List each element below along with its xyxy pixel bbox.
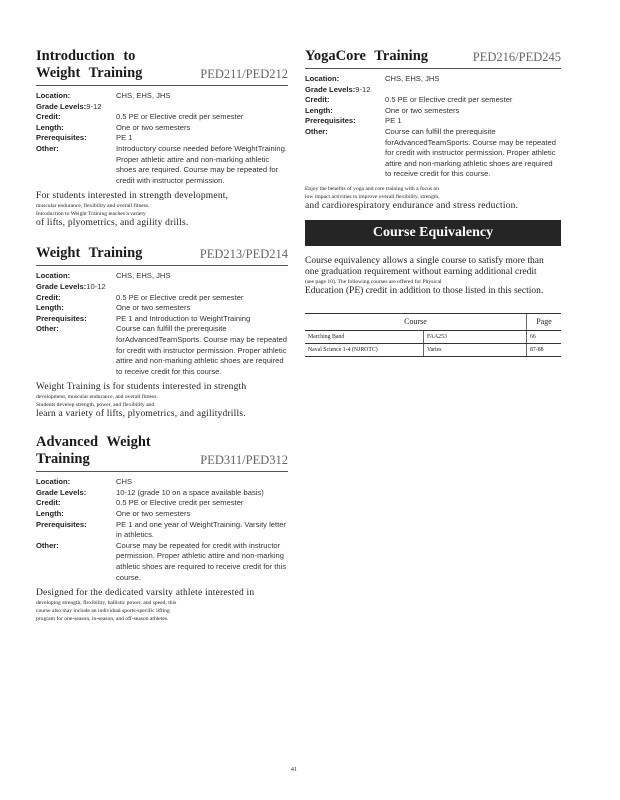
description-line: Introduction to Weight Training teaches a variety [36,211,146,218]
info-value: CHS [116,477,133,487]
cell-page: 87-88 [527,343,562,356]
info-label: Other: [305,126,328,136]
description-line: of lifts, plyometrics, and agility drills. [36,218,189,229]
info-label: Prerequisites: [36,313,87,323]
course-block [305,48,561,212]
course-equivalency-table [305,313,561,357]
table-header-row [305,313,561,330]
right-courses [305,48,561,212]
info-label: Length: [305,105,333,115]
info-label: Location: [36,271,71,281]
info-value: 9-12 [86,101,102,111]
info-label: Prerequisites: [305,116,356,126]
cell-course: Marching Band [305,330,424,343]
info-label: Grade Levels: [36,487,87,497]
info-row-location [305,74,561,85]
page-number: 41 [290,766,298,773]
description-line: and cardiorespiratory endurance and stress reduction. [305,200,519,211]
header-course: Course [305,313,527,330]
course-description [36,382,288,420]
equivalency-text-line: Course equivalency allows a single course to satisfy more than [305,255,544,266]
info-row-credit [36,293,288,304]
equivalency-text-line: one graduation requirement without earning additional credit [305,266,537,277]
info-row-credit [36,112,288,123]
header-page: Page [527,313,562,330]
info-value: One or two semesters [385,105,460,115]
info-row-prerequisites [305,116,561,127]
course-title: Introduction to Weight Training [36,48,143,81]
course-code: PED211/PED212 [200,67,288,81]
cell-code: Varies [424,343,527,356]
info-value: 0.5 PE or Elective credit per semester [385,95,513,105]
info-value: PE 1 and one year of WeightTraining. Varsity letter in athletics. [116,519,286,540]
info-row-grade-levels [36,282,288,293]
cell-page: 66 [527,330,562,343]
course-code: PED311/PED312 [200,453,288,468]
info-label: Prerequisites: [36,519,87,529]
description-line: Enjoy the benefits of yoga and core training with a focus on [305,185,440,192]
course-equivalency-heading: Course Equivalency [305,220,561,246]
info-value: 0.5 PE or Elective credit per semester [116,292,244,302]
course-code: PED216/PED245 [472,50,561,64]
left-column [36,48,288,623]
course-title: YogaCore Training [305,48,429,64]
info-row-grade-levels [36,102,288,113]
info-row-location [36,271,288,282]
info-label: Credit: [305,95,330,105]
info-label: Prerequisites: [36,133,87,143]
course-header [36,245,288,266]
info-row-length [36,303,288,314]
cell-code: FAA253 [424,330,527,343]
course-block [36,48,288,229]
info-label: Grade Levels: [36,281,87,291]
right-column [305,48,561,357]
course-title: Weight Training [36,245,143,262]
cell-course: Naval Science 1-4 (NJROTC) [305,343,424,356]
description-line: Students develop strength, power, and flexibility and [36,402,155,409]
info-value: CHS, EHS, JHS [385,74,440,83]
info-value: PE 1 [385,116,402,126]
info-row-location [36,91,288,102]
info-label: Grade Levels: [305,84,356,94]
course-info [36,477,288,583]
course-info [36,91,288,186]
table-row [305,330,561,343]
course-block [36,434,288,623]
info-row-credit [36,498,288,509]
info-row-grade-levels [305,85,561,96]
info-row-length [36,509,288,520]
info-label: Credit: [36,292,61,302]
info-label: Other: [36,324,59,334]
info-row-prerequisites [36,133,288,144]
course-header [305,48,561,69]
info-label: Credit: [36,498,61,508]
info-value: Course may be repeated for credit with instructor permission. Proper athletic attire and non-marking athletic shoes are required to receive credit for this course. [116,540,287,582]
info-value: One or two semesters [116,303,191,313]
description-line: muscular endurance, flexibility and overall fitness. [36,203,150,210]
description-line: For students interested in strength development, [36,191,229,202]
description-line: development, muscular endurance, and overall fitness. [36,394,158,401]
info-value: CHS, EHS, JHS [116,271,171,281]
info-row-length [36,123,288,134]
info-value: 0.5 PE or Elective credit per semester [116,112,244,122]
info-value: 10-12 (grade 10 on a space available basis) [116,487,264,497]
equivalency-text-line: Education (PE) credit in addition to those listed in this section. [305,285,544,296]
info-label: Length: [36,509,64,519]
info-row-other [36,324,288,377]
info-value: Course can fulfill the prerequisite forAdvancedTeamSports. Course may be repeated for credit with instructor permission. Proper athletic attire and non-marking athletic shoes are required to receive credit for this course. [385,126,556,179]
info-label: Credit: [36,112,61,122]
course-info [305,74,561,180]
description-line: low impact activities to improve overall flexibility, strength, [305,193,440,200]
info-label: Other: [36,540,59,550]
description-line: learn a variety of lifts, plyometrics, and agilitydrills. [36,409,246,420]
course-header [36,434,288,472]
info-label: Location: [305,74,340,83]
info-row-other [36,541,288,583]
info-row-grade-levels [36,488,288,499]
info-row-prerequisites [36,314,288,325]
info-value: PE 1 [116,133,133,143]
description-line: program for one-season, in-season, and off-season athletes. [36,616,169,623]
info-row-credit [305,95,561,106]
info-value: 0.5 PE or Elective credit per semester [116,498,244,508]
course-info [36,271,288,377]
description-line: Designed for the dedicated varsity athlete interested in [36,588,255,599]
course-equivalency-text [305,256,561,297]
equivalency-text-line: (see page 10). The following courses are offered for Physical [305,278,442,285]
info-value: One or two semesters [116,509,191,519]
course-description [305,185,561,212]
course-code: PED213/PED214 [199,247,288,262]
info-value: Course can fulfill the prerequisite forAdvancedTeamSports. Course may be repeated for credit with instructor permission. Proper athletic attire and non-marking athletic shoes are required to receive credit for this course. [116,324,287,376]
info-row-other [36,144,288,186]
info-label: Other: [36,143,59,153]
info-label: Length: [36,122,64,132]
course-description [36,191,288,229]
info-row-location [36,477,288,488]
info-value: 10-12 [86,281,106,291]
description-line: developing strength, flexibility, ballistic power, and speed, this [36,600,177,607]
info-label: Location: [36,91,71,100]
info-value: PE 1 and Introduction to WeightTraining [116,313,251,323]
course-header [36,48,288,86]
info-value: CHS, EHS, JHS [116,91,171,100]
course-title: Advanced Weight Training [36,434,151,468]
info-value: 9-12 [355,84,371,94]
info-value: Introductory course needed before WeightTraining. Proper athletic attire and non-marking athletic shoes are required. Course may be repeated for credit with instructor permission. [116,143,287,185]
description-line: course also may include an individual sports-specific lifting [36,608,170,615]
table-row [305,343,561,356]
course-block [36,245,288,420]
info-label: Length: [36,303,64,313]
description-line: Weight Training is for students interested in strength [36,382,247,393]
info-row-length [305,106,561,117]
info-value: One or two semesters [116,122,191,132]
course-description [36,588,288,623]
info-row-other [305,127,561,180]
info-label: Grade Levels: [36,101,87,111]
info-label: Location: [36,477,71,487]
info-row-prerequisites [36,520,288,541]
